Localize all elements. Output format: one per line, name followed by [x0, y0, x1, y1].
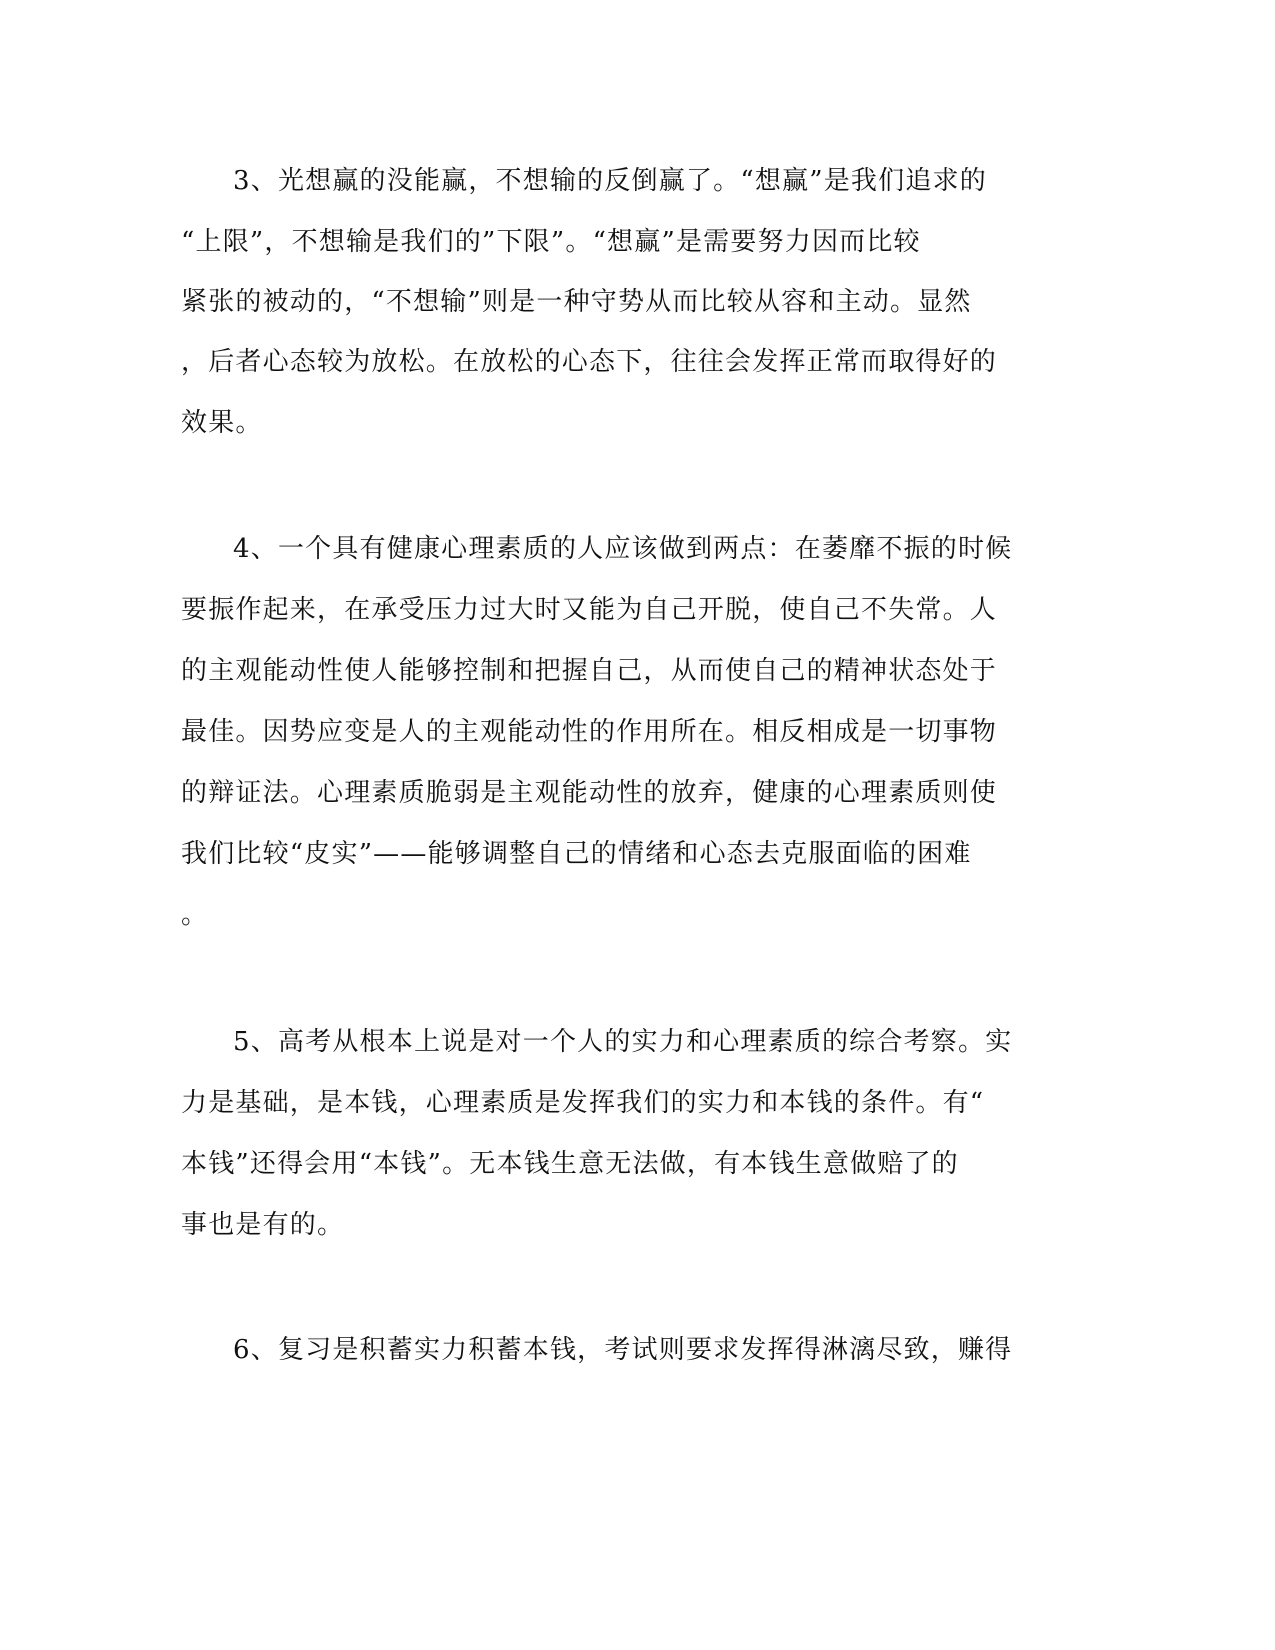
paragraph-line: 。	[181, 900, 209, 930]
paragraph-line: 5、高考从根本上说是对一个人的实力和心理素质的综合考察。实	[233, 1027, 1013, 1057]
paragraph-line: 我们比较“皮实”——能够调整自己的情绪和心态去克服面临的困难	[181, 839, 972, 869]
paragraph-line: 的主观能动性使人能够控制和把握自己，从而使自己的精神状态处于	[181, 656, 998, 686]
paragraph-line: “上限”，不想输是我们的”下限”。“想赢”是需要努力因而比较	[181, 227, 921, 257]
paragraph-line: 3、光想赢的没能赢，不想输的反倒赢了。“想赢”是我们追求的	[233, 166, 987, 196]
paragraph-line: 力是基础，是本钱，心理素质是发挥我们的实力和本钱的条件。有“	[181, 1088, 985, 1118]
paragraph-line: 效果。	[181, 408, 263, 438]
paragraph-line: ，后者心态较为放松。在放松的心态下，往往会发挥正常而取得好的	[181, 347, 998, 377]
paragraph-line: 的辩证法。心理素质脆弱是主观能动性的放弃，健康的心理素质则使	[181, 778, 998, 808]
paragraph-line: 本钱”还得会用“本钱”。无本钱生意无法做，有本钱生意做赔了的	[181, 1149, 959, 1179]
paragraph-line: 要振作起来，在承受压力过大时又能为自己开脱，使自己不失常。人	[181, 595, 998, 625]
paragraph-line: 6、复习是积蓄实力积蓄本钱，考试则要求发挥得淋漓尽致，赚得	[233, 1335, 1013, 1365]
paragraph-line: 紧张的被动的，“不想输”则是一种守势从而比较从容和主动。显然	[181, 287, 972, 317]
paragraph-line: 最佳。因势应变是人的主观能动性的作用所在。相反相成是一切事物	[181, 717, 998, 747]
paragraph-line: 4、一个具有健康心理素质的人应该做到两点：在萎靡不振的时候	[233, 534, 1013, 564]
paragraph-line: 事也是有的。	[181, 1210, 345, 1240]
